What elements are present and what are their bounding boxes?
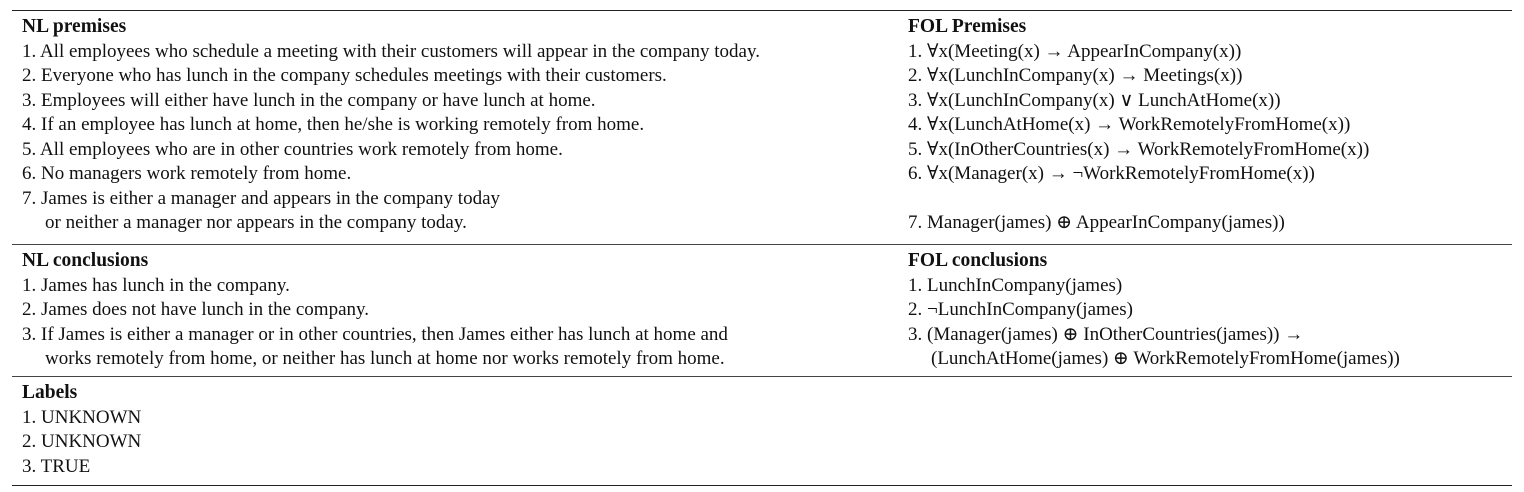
fol-premise-line: 5. ∀x(InOtherCountries(x) → WorkRemotelyFromHome(x))	[908, 138, 1370, 160]
label-line: 3. TRUE	[22, 455, 91, 477]
nl-conclusion-line: 1. James has lunch in the company.	[22, 274, 290, 296]
labels-section	[12, 376, 1512, 485]
fol-premises-heading: FOL Premises	[908, 16, 1027, 37]
fol-conclusion-line-continued: (LunchAtHome(james) ⊕ WorkRemotelyFromHome(james))	[931, 348, 1400, 369]
nl-conclusions-column	[22, 249, 902, 372]
nl-premise-line: 3. Employees will either have lunch in the company or have lunch at home.	[22, 89, 596, 111]
nl-conclusions-heading: NL conclusions	[22, 250, 149, 271]
nl-premise-line: 2. Everyone who has lunch in the company schedules meetings with their customers.	[22, 65, 667, 86]
nl-conclusion-line: 3. If James is either a manager or in other countries, then James either has lunch at home and	[22, 323, 728, 345]
fol-conclusions-column	[908, 249, 1508, 372]
label-line: 1. UNKNOWN	[22, 406, 142, 428]
fol-conclusions-heading: FOL conclusions	[908, 250, 1048, 271]
fol-conclusion-line: 3. (Manager(james) ⊕ InOtherCountries(james)) →	[908, 323, 1304, 345]
fol-premises-column	[908, 15, 1508, 236]
nl-premises-column	[22, 15, 902, 236]
nl-premise-line-continued: or neither a manager nor appears in the company today.	[45, 212, 467, 233]
nl-premise-line: 4. If an employee has lunch at home, then he/she is working remotely from home.	[22, 114, 645, 135]
nl-premise-line: 1. All employees who schedule a meeting with their customers will appear in the company today.	[22, 40, 760, 62]
fol-conclusion-line: 1. LunchInCompany(james)	[908, 274, 1123, 296]
nl-premise-line: 6. No managers work remotely from home.	[22, 163, 352, 184]
fol-example-table	[12, 10, 1512, 486]
fol-premise-line: 3. ∀x(LunchInCompany(x) ∨ LunchAtHome(x))	[908, 89, 1281, 111]
fol-premise-line: 2. ∀x(LunchInCompany(x) → Meetings(x))	[908, 65, 1243, 86]
labels-column	[22, 381, 902, 479]
spacer	[908, 187, 1508, 212]
fol-conclusion-line: 2. ¬LunchInCompany(james)	[908, 299, 1133, 320]
fol-premise-line: 1. ∀x(Meeting(x) → AppearInCompany(x))	[908, 40, 1242, 62]
nl-conclusion-line: 2. James does not have lunch in the company.	[22, 299, 370, 320]
nl-conclusion-line-continued: works remotely from home, or neither has lunch at home nor works remotely from home.	[45, 348, 725, 369]
fol-premise-line: 7. Manager(james) ⊕ AppearInCompany(james))	[908, 212, 1285, 233]
fol-premise-line: 6. ∀x(Manager(x) → ¬WorkRemotelyFromHome(x))	[908, 163, 1315, 184]
premises-section	[12, 11, 1512, 243]
nl-premise-line: 7. James is either a manager and appears in the company today	[22, 187, 500, 209]
conclusions-section	[12, 244, 1512, 376]
nl-premise-line: 5. All employees who are in other countries work remotely from home.	[22, 138, 563, 160]
fol-premise-line: 4. ∀x(LunchAtHome(x) → WorkRemotelyFromHome(x))	[908, 114, 1351, 135]
nl-premises-heading: NL premises	[22, 16, 127, 37]
label-line: 2. UNKNOWN	[22, 431, 142, 452]
labels-heading: Labels	[22, 382, 78, 403]
